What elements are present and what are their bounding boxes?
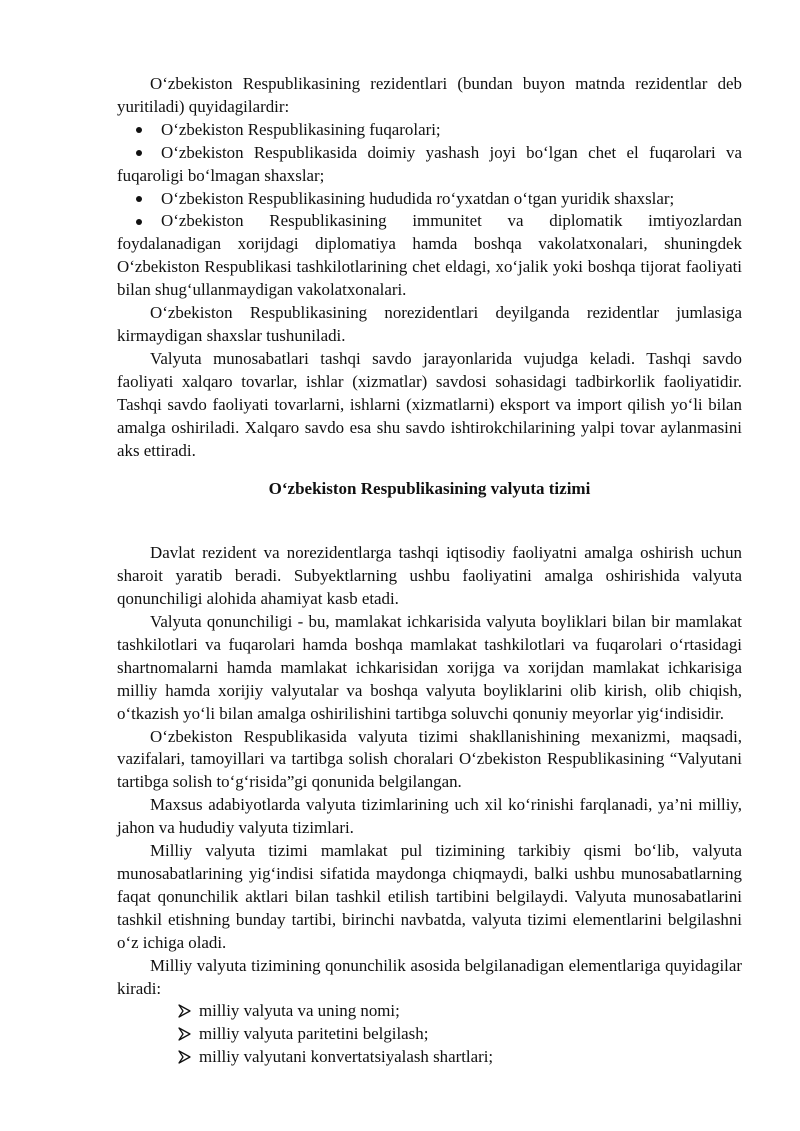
arrow-list-item [117, 1000, 742, 1023]
arrowhead-bullet-icon [177, 1046, 193, 1068]
arrowhead-bullet-icon [177, 1000, 193, 1022]
arrowhead-bullet-icon [177, 1023, 193, 1045]
bullet-icon [136, 219, 142, 225]
paragraph: Davlat rezident va norezidentlarga tashqi iqtisodiy faoliyatni amalga oshirish uchun sharoit yaratib beradi. Subyektlarning ushbu faoliyatini amalga oshirishida valyuta qonunchiligi alohida ahamiyat kasb etadi. [117, 543, 742, 609]
paragraph: Valyuta qonunchiligi - bu, mamlakat ichkarisida valyuta boyliklari bilan bir mamlakat tashkilotlari va fuqarolari hamda boshqa mamlakat tashkilotlari va fuqarolari o‘rtasidagi shartnomalarni hamda mamlakat ichkarisidan xorijga va xorijdan mamlakat ichkarisiga milliy hamda xorijiy valyutalar va boshqa valyuta boyliklarini olib kirish, olib chiqish, o‘tkazish yo‘li bilan amalga oshirilishini tartibga soluvchi qonuniy meyorlar yig‘indisidir. [117, 612, 742, 723]
bullet-icon [136, 150, 142, 156]
paragraph: Valyuta munosabatlari tashqi savdo jarayonlarida vujudga keladi. Tashqi savdo faoliyati xalqaro tovarlar, ishlar (xizmatlar) savdosi sohasidagi tadbirkorlik faoliyatidir. Tashqi savdo faoliyati tovarlarni, ishlarni (xizmatlarni) eksport va import qilish yo‘li bilan amalga oshiriladi. Xalqaro savdo esa shu savdo ishtirokchilarining yalpi tovar aylanmasini aks ettiradi. [117, 348, 742, 460]
paragraph: Milliy valyuta tizimining qonunchilik asosida belgilanadigan elementlariga quyidagilar kiradi: [117, 955, 742, 998]
paragraph: O‘zbekiston Respublikasida valyuta tizimi shakllanishining mexanizmi, maqsadi, vazifalari, tamoyillari va tartibga solish choralari O‘zbekiston Respublikasining “Valyutani tartibga solish to‘g‘risida”gi qonunida belgilangan. [117, 726, 742, 792]
list-item-text: O‘zbekiston Respublikasida doimiy yashash joyi bo‘lgan chet el fuqarolari va fuqaroligi bo‘lmagan shaxslar; [117, 142, 742, 185]
list-item [117, 188, 742, 211]
paragraph: O‘zbekiston Respublikasining norezidentlari deyilganda rezidentlar jumlasiga kirmaydigan shaxslar tushuniladi. [117, 303, 742, 345]
arrow-list-item [117, 1046, 742, 1069]
list-item-text: O‘zbekiston Respublikasining hududida ro‘yxatdan o‘tgan yuridik shaxslar; [161, 188, 675, 208]
arrow-list-item-text: milliy valyuta va uning nomi; [199, 1001, 400, 1021]
list-item-text: O‘zbekiston Respublikasining fuqarolari; [161, 119, 441, 139]
arrow-list-item-text: milliy valyuta paritetini belgilash; [199, 1024, 429, 1044]
arrow-list-item-text: milliy valyutani konvertatsiyalash shartlari; [199, 1047, 494, 1067]
list-item [117, 142, 742, 188]
arrow-list-item [117, 1023, 742, 1046]
list-item-text: O‘zbekiston Respublikasining immunitet va diplomatik imtiyozlardan foydalanadigan xorijdagi diplomatiya hamda boshqa vakolatxonalari, shuningdek O‘zbekiston Respublikasi tashkilotlarining chet eldagi, xo‘jalik yoki boshqa tijorat faoliyati bilan shug‘ullanmaydigan vakolatxonalari. [117, 211, 742, 300]
bullet-icon [136, 127, 142, 133]
list-item [117, 210, 742, 302]
intro-paragraph: O‘zbekiston Respublikasining rezidentlari (bundan buyon matnda rezidentlar deb yuritiladi) quyidagilardir: [117, 74, 742, 116]
paragraph: Milliy valyuta tizimi mamlakat pul tizimining tarkibiy qismi bo‘lib, valyuta munosabatlarining yig‘indisi sifatida maydonga chiqmaydi, balki ushbu munosabatlarning faqat qonunchilik aktlari bilan tashkil etilish tartibini belgilaydi. Valyuta munosabatlarini tashkil etishning bunday tartibi, birinchi navbatda, valyuta tizimi elementlarini belgilashni o‘z ichiga oladi. [117, 841, 742, 952]
bullet-icon [136, 196, 142, 202]
list-item [117, 119, 742, 142]
section-heading: O‘zbekiston Respublikasining valyuta tizimi [268, 479, 591, 499]
document-page [117, 73, 742, 1069]
paragraph: Maxsus adabiyotlarda valyuta tizimlarining uch xil ko‘rinishi farqlanadi, ya’ni milliy, jahon va hududiy valyuta tizimlari. [117, 795, 742, 838]
